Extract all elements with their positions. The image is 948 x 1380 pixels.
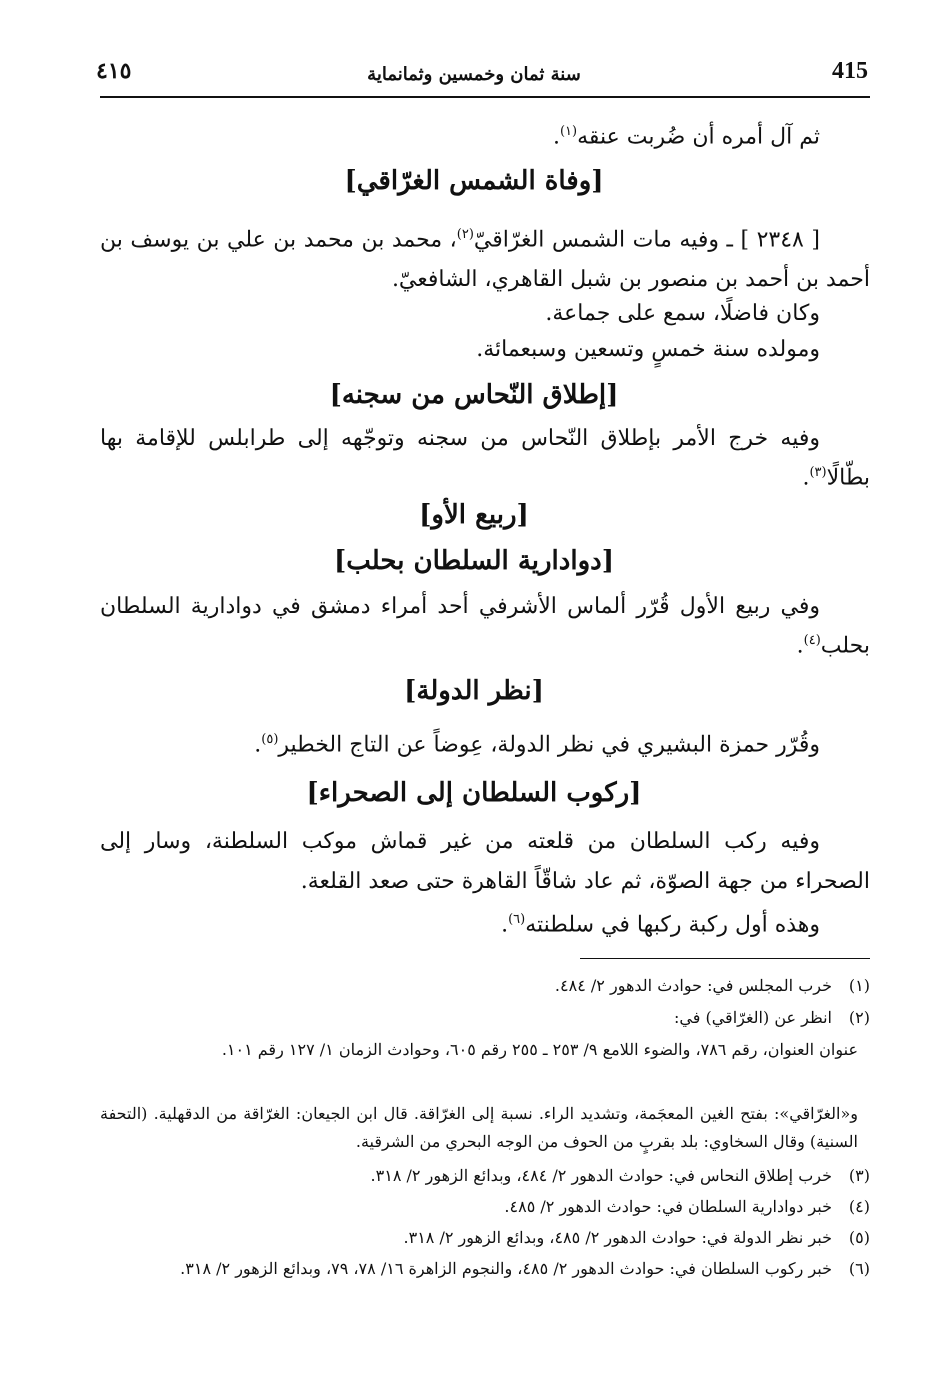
- paragraph-text: وهذه أول ركبة ركبها في سلطنته: [525, 912, 820, 938]
- section-heading: [دوادارية السلطان بحلب]: [333, 546, 615, 576]
- paragraph-text: [ ٢٣٤٨ ] ـ وفيه مات الشمس الغرّاقيّ: [473, 227, 820, 253]
- running-title: سنة ثمان وخمسين وثمانماية: [367, 64, 581, 85]
- paragraph: [100, 422, 870, 495]
- footnote-text: خبر نظر الدولة في: حوادث الدهور ٢/ ٤٨٥، وبدائع الزهور ٢/ ٣١٨.: [403, 1228, 832, 1247]
- section-heading: [ركوب السلطان إلى الصحراء]: [306, 778, 642, 808]
- footnote-ref: (٥): [261, 732, 279, 747]
- footnote-text: خبر دوادارية السلطان في: حوادث الدهور ٢/ ٤٨٥.: [504, 1197, 832, 1216]
- paragraph-end: .: [802, 465, 810, 491]
- section-heading: [إطلاق النّحاس من سجنه]: [329, 380, 619, 410]
- footnote-number: (٥): [848, 1228, 870, 1247]
- footnote-continuation: عنوان العنوان، رقم ٧٨٦، والضوء اللامع ٩/ ٢٥٣ ـ ٢٥٥ رقم ٦٠٥، وحوادث الزمان ١/ ١٢٧ رقم ١٠١.: [221, 1040, 858, 1059]
- footnote: [100, 1224, 870, 1252]
- paragraph-text: وفيه خرج الأمر بإطلاق النّحاس من سجنه وتوجّهه إلى طرابلس للإقامة بها بطّالًا: [100, 426, 870, 491]
- page-number-arabic: ٤١٥: [96, 58, 132, 84]
- footnote-number: (٤): [848, 1197, 870, 1216]
- paragraph-text: وفي ربيع الأول قُرّر ألماس الأشرفي أحد أمراء دمشق في دوادارية السلطان بحلب: [100, 594, 870, 659]
- paragraph-text: وقُرّر حمزة البشيري في نظر الدولة، عِوضاً عن التاج الخطير: [278, 732, 820, 758]
- paragraph: ومولده سنة خمسٍ وتسعين وسبعمائة.: [476, 337, 820, 362]
- footnote-ref: (٦): [508, 912, 526, 927]
- footnote-number: (١): [848, 976, 870, 995]
- section-heading: [نظر الدولة]: [404, 676, 544, 706]
- month-heading: [ربيع الأو]: [419, 500, 529, 530]
- footnote-number: (٣): [848, 1166, 870, 1185]
- footnote-number: (٢): [848, 1008, 870, 1027]
- paragraph: [100, 590, 870, 663]
- footnote: [100, 1004, 870, 1032]
- footnote: [100, 1255, 870, 1283]
- paragraph-end: .: [796, 633, 804, 659]
- page-number-latin: 415: [832, 58, 868, 84]
- footnote-ref: (٤): [803, 633, 821, 648]
- footnote-text: خرب المجلس في: حوادث الدهور ٢/ ٤٨٤.: [554, 976, 832, 995]
- paragraph-text: ثم آل أمره أن ضُربت عنقه: [577, 124, 820, 150]
- paragraph: وفيه ركب السلطان من قلعته من غير قماش موكب السلطنة، وسار إلى الصحراء من جهة الصوّة، ثم عاد شاقّاً القاهرة حتى صعد القلعة.: [100, 829, 870, 894]
- paragraph: [100, 900, 870, 945]
- footnote-number: (٦): [848, 1259, 870, 1278]
- paragraph: وكان فاضلًا، سمع على جماعة.: [545, 301, 820, 326]
- footnote-text: انظر عن (الغرّاقي) في:: [674, 1008, 832, 1027]
- footnote: [100, 972, 870, 1000]
- footnote-continuation: و«الغرّاقي»: بفتح الغين المعجَمة، وتشديد الراء. نسبة إلى الغرّاقة. قال ابن الجيعان: الغرّاقة من الدقهلية. (التحفة السنية) وقال السخاوي: بلد بقربٍ من الحوف من الوجه البحري من الشرقية.: [100, 1104, 859, 1151]
- footnote: [100, 1162, 870, 1190]
- footnote-ref: (١): [559, 124, 578, 139]
- paragraph: [100, 720, 870, 765]
- footnote-rule: [580, 958, 870, 959]
- footnote: [100, 1193, 870, 1221]
- section-heading: [وفاة الشمس الغرّاقي]: [344, 166, 604, 196]
- paragraph-end: .: [501, 912, 509, 938]
- footnote-text: خبر ركوب السلطان في: حوادث الدهور ٢/ ٤٨٥، والنجوم الزاهرة ١٦/ ٧٨، ٧٩، وبدائع الزهور ٢/ ٣١٨.: [180, 1259, 832, 1278]
- paragraph-entry: [100, 215, 870, 300]
- paragraph-end: .: [552, 124, 560, 150]
- paragraph-end: .: [254, 732, 262, 758]
- footnote-text: خرب إطلاق النحاس في: حوادث الدهور ٢/ ٤٨٤، وبدائع الزهور ٢/ ٣١٨.: [370, 1166, 832, 1185]
- footnote-ref: (٣): [809, 465, 827, 480]
- header-rule: [100, 96, 870, 98]
- footnote-ref: (٢): [456, 227, 474, 242]
- paragraph-text: ، محمد بن محمد بن علي بن يوسف بن أحمد بن أحمد بن منصور بن شبل القاهري، الشافعيّ.: [100, 227, 870, 293]
- paragraph-intro: [100, 112, 870, 157]
